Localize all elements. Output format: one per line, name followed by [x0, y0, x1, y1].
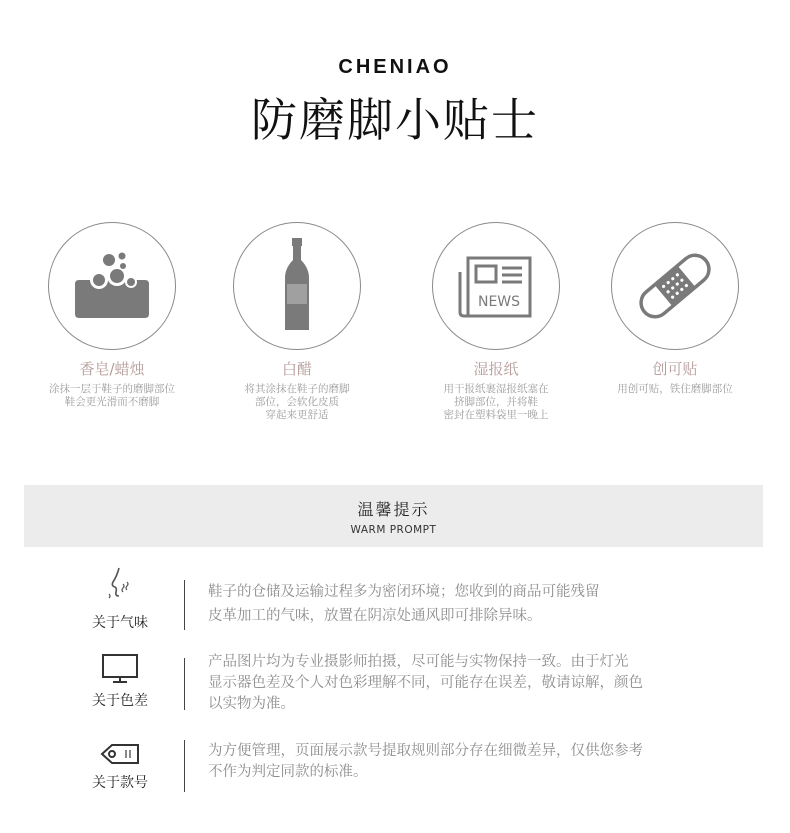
tip-circle — [48, 222, 176, 350]
note-label: 关于款号 — [92, 775, 148, 791]
tip-description: 用干报纸裹湿报纸塞在 挤脚部位，并将鞋 密封在塑料袋里一晚上 — [443, 383, 549, 421]
tip-newspaper — [406, 222, 586, 422]
note-divider — [184, 580, 185, 630]
tag-icon — [98, 741, 142, 767]
tip-circle — [611, 222, 739, 350]
note-icon-wrap — [95, 650, 145, 686]
tip-description: 用创可贴，铁住磨脚部位 — [617, 383, 733, 395]
note-text: 产品图片均为专业摄影师拍摄，尽可能与实物保持一致。由于灯光 显示器色差及个人对色彩理解不同，可能存在误差，敬请谅解，颜色 以实物为准。 — [208, 654, 643, 712]
monitor-icon — [100, 652, 140, 684]
note-smell — [80, 566, 740, 631]
tip-bandage — [585, 222, 765, 396]
tip-soap — [22, 222, 202, 409]
note-text: 鞋子的仓储及运输过程多为密闭环境；您收到的商品可能残留 皮革加工的气味，放置在阴凉处通风即可排除异味。 — [208, 584, 600, 624]
note-style-number — [80, 736, 740, 796]
tip-name: 白醋 — [281, 360, 312, 378]
soap-icon — [67, 246, 157, 326]
tip-name: 创可贴 — [652, 360, 698, 378]
tip-circle — [233, 222, 361, 350]
note-divider — [184, 740, 185, 792]
newspaper-icon — [456, 252, 536, 320]
note-divider — [184, 658, 185, 710]
note-color — [80, 650, 740, 710]
note-icon-wrap — [95, 566, 145, 602]
note-label: 关于色差 — [92, 693, 148, 709]
vinegar-bottle-icon — [277, 236, 317, 336]
tip-description: 将其涂抹在鞋子的磨脚 部位，会软化皮质 穿起来更舒适 — [244, 383, 350, 421]
page-title: 防磨脚小贴士 — [251, 93, 539, 147]
warm-prompt-banner — [24, 485, 763, 547]
tip-name: 湿报纸 — [473, 360, 519, 378]
tip-name: 香皂/蜡烛 — [79, 360, 145, 378]
newspaper-icon-text: NEWS — [477, 294, 521, 310]
bandage-icon — [630, 241, 720, 331]
tip-description: 涂抹一层于鞋子的磨脚部位 鞋会更光滑而不磨脚 — [49, 383, 175, 408]
tip-circle — [432, 222, 560, 350]
smell-icon — [105, 564, 135, 604]
tip-vinegar — [207, 222, 387, 422]
banner-subtitle: WARM PROMPT — [350, 524, 437, 536]
brand-logo: CHENIAO — [338, 56, 452, 78]
note-text: 为方便管理，页面展示款号提取规则部分存在细微差异，仅供您参考 不作为判定同款的标准。 — [208, 743, 643, 780]
banner-title: 温馨提示 — [357, 500, 430, 519]
note-label: 关于气味 — [92, 615, 148, 631]
note-icon-wrap — [95, 736, 145, 772]
